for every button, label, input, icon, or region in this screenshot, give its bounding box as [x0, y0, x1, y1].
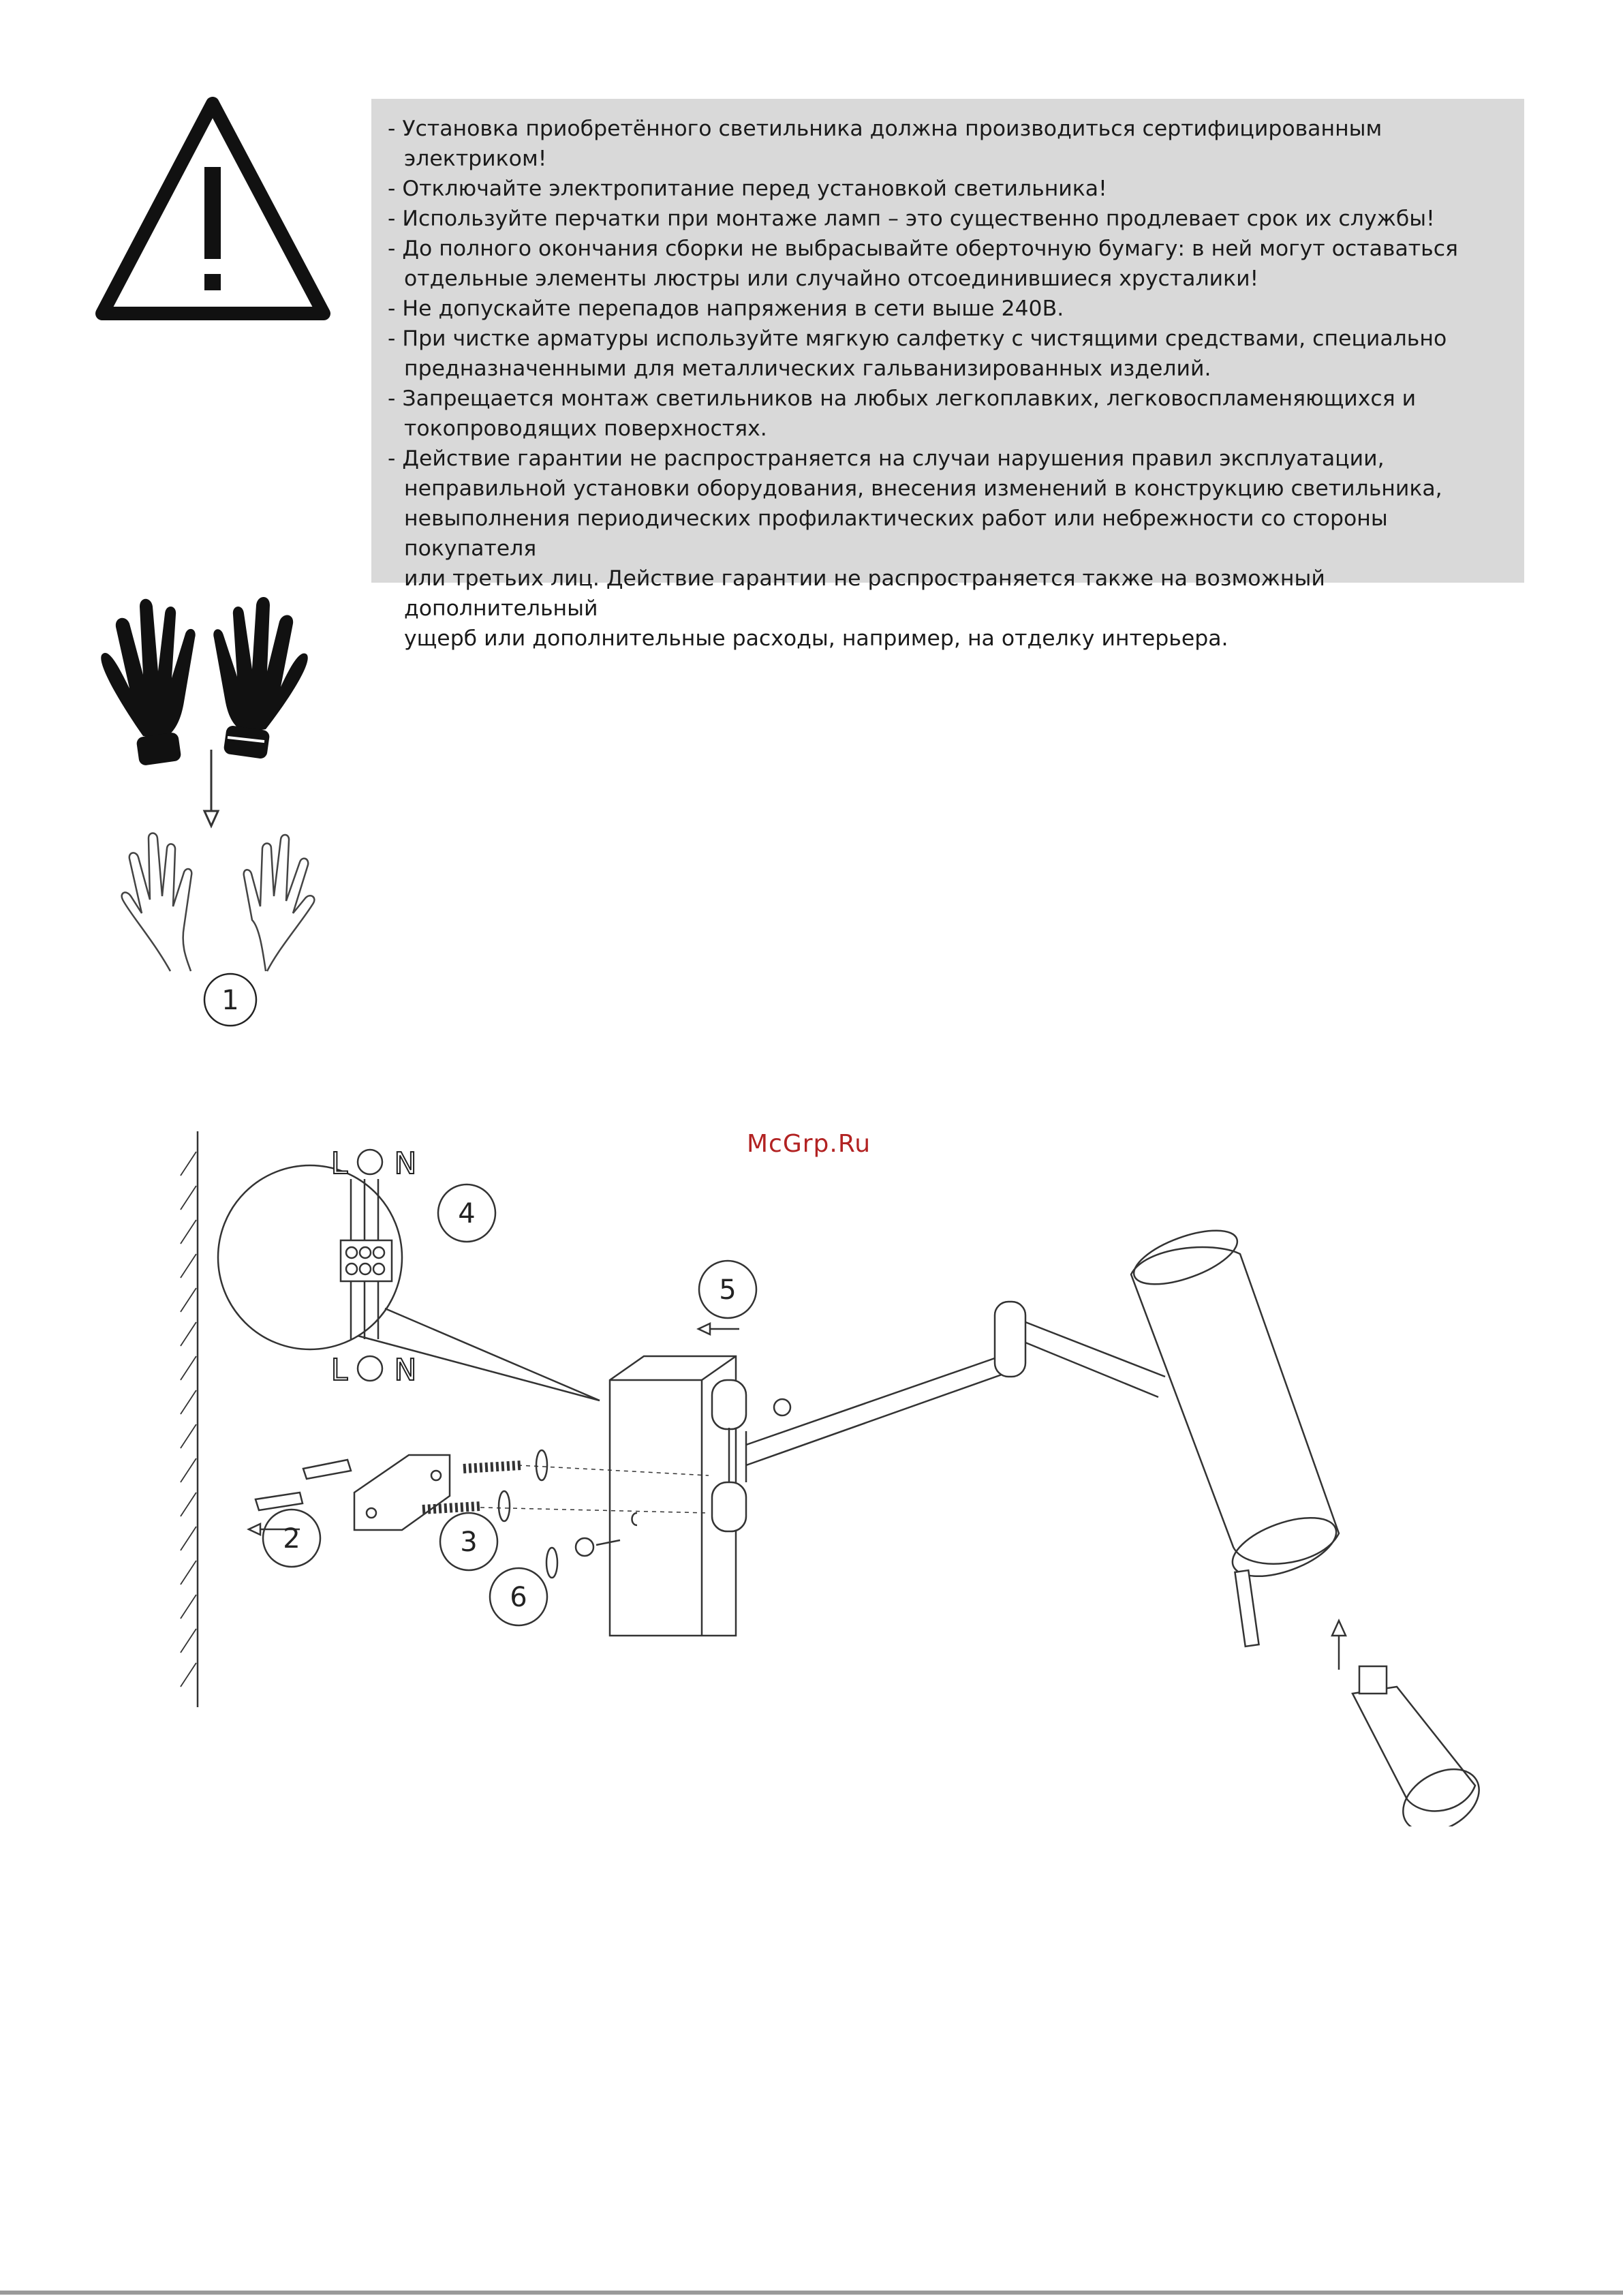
exclamation-bar	[204, 167, 221, 259]
terminal-label-l-top: L	[330, 1146, 348, 1181]
step-1-label: 1	[221, 985, 239, 1016]
warning-triangle-icon	[95, 95, 330, 327]
terminal-label-n-top: N	[394, 1146, 417, 1181]
safety-warnings-list	[388, 114, 1508, 654]
warning-item: - До полного окончания сборки не выбрасывайте оберточную бумагу: в ней могут оставаться отдельные элементы люстры или случайно отсоединившиеся хрусталики!	[388, 236, 1458, 291]
step-6-label: 6	[510, 1582, 527, 1613]
exclamation-dot	[204, 274, 221, 290]
right-glove-icon	[213, 597, 307, 759]
gu10-bulb-icon	[1352, 1666, 1490, 1826]
arrow-left-icon	[698, 1323, 739, 1334]
terminal-label-l-bottom: L	[330, 1353, 348, 1388]
warning-item: - Используйте перчатки при монтаже ламп – это существенно продлевает срок их службы!	[388, 206, 1435, 231]
warning-item: - Не допускайте перепадов напряжения в сети выше 240В.	[388, 296, 1064, 321]
warning-item: - Установка приобретённого светильника должна производиться сертифицированным электриком!	[388, 117, 1382, 171]
step-3-label: 3	[460, 1527, 478, 1558]
terminal-label-n-bottom: N	[394, 1353, 417, 1388]
arrow-up-icon	[1332, 1621, 1346, 1670]
safety-warnings-panel	[371, 99, 1524, 651]
warning-item: - При чистке арматуры используйте мягкую салфетку с чистящими средствами, специально предназначенными для металлических гальванизированных изделий.	[388, 326, 1447, 381]
page-bottom-rule	[0, 2291, 1623, 2295]
wall-hatching	[181, 1131, 198, 1707]
step-4-label: 4	[458, 1198, 476, 1229]
warning-item: - Отключайте электропитание перед установкой светильника!	[388, 177, 1107, 201]
bare-hands-icon	[122, 833, 315, 972]
warning-item: - Действие гарантии не распространяется на случаи нарушения правил эксплуатации, неправильной установки оборудования, внесения изменений в конструкцию светильника, невыполнения периодических профилактических работ или небрежности со стороны покупателя или третьих лиц. Действие гарантии не распространяется также на возможный дополнительный ущерб или дополнительные расходы, например, на отделку интерьера.	[388, 446, 1442, 651]
lamp-head	[1128, 1219, 1344, 1646]
swing-arm	[746, 1302, 1165, 1465]
watermark: McGrp.Ru	[747, 1130, 871, 1158]
step-5-label: 5	[719, 1274, 737, 1306]
step-1-marker	[204, 974, 256, 1026]
arrow-down-icon	[204, 750, 218, 826]
gloves-illustration	[89, 586, 347, 1036]
mounting-bracket	[354, 1455, 450, 1530]
left-glove-icon	[101, 599, 195, 766]
step-2-label: 2	[283, 1523, 300, 1555]
warning-item: - Запрещается монтаж светильников на любых легкоплавких, легковоспламеняющихся и токопроводящих поверхностях.	[388, 386, 1417, 441]
installation-diagram	[150, 1111, 1513, 1826]
